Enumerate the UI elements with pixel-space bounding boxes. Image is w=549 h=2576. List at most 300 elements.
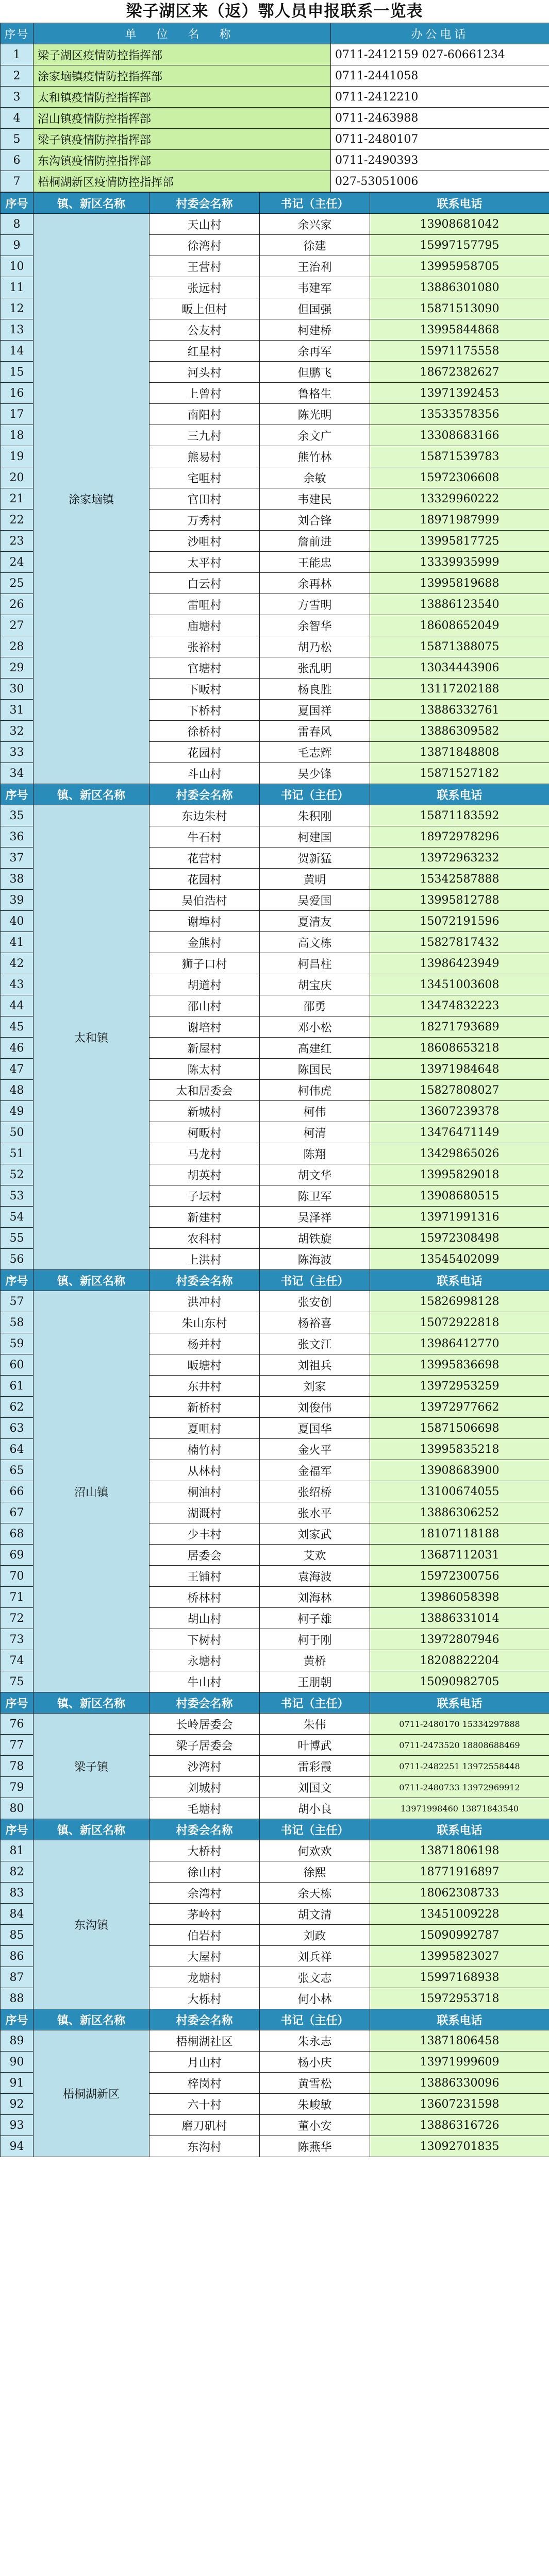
contact-phone: 18972978296 [370, 826, 549, 848]
village-name: 太和居委会 [149, 1080, 260, 1101]
row-seq: 79 [1, 1777, 34, 1798]
village-name: 大桥村 [149, 1840, 260, 1861]
row-seq: 86 [1, 1946, 34, 1967]
row-seq: 93 [1, 2115, 34, 2136]
secretary-name: 朱峻敏 [260, 2094, 370, 2115]
village-name: 东井村 [149, 1376, 260, 1397]
secretary-name: 杨裕喜 [260, 1312, 370, 1333]
contact-phone: 13908680515 [370, 1185, 549, 1207]
unit-name: 沼山镇疫情防控指挥部 [34, 108, 331, 129]
secretary-name: 王治利 [260, 256, 370, 277]
contact-phone: 13871806198 [370, 1840, 549, 1861]
contact-phone: 0711-2480170 15334297888 [370, 1714, 549, 1735]
section-header-row [1, 1270, 549, 1291]
secretary-name: 张文江 [260, 1333, 370, 1354]
village-name: 新屋村 [149, 1038, 260, 1059]
row-seq: 85 [1, 1925, 34, 1946]
contact-phone: 13986412770 [370, 1333, 549, 1354]
contact-phone: 15090982705 [370, 1671, 549, 1692]
contact-phone: 18771916897 [370, 1861, 549, 1883]
row-seq: 92 [1, 2094, 34, 2115]
row-seq: 88 [1, 1988, 34, 2009]
contact-phone: 18608652049 [370, 615, 549, 636]
secretary-name: 柯伟虎 [260, 1080, 370, 1101]
secretary-name: 刘祖兵 [260, 1354, 370, 1376]
village-name: 张远村 [149, 277, 260, 298]
row-seq: 15 [1, 362, 34, 383]
row-seq: 70 [1, 1566, 34, 1587]
village-table [0, 192, 549, 2157]
secretary-name: 余再林 [260, 573, 370, 594]
contact-phone: 18208822204 [370, 1650, 549, 1671]
contact-phone: 15972953718 [370, 1988, 549, 2009]
village-name: 陈太村 [149, 1059, 260, 1080]
village-name: 柯畈村 [149, 1122, 260, 1143]
section-header-row [1, 1692, 549, 1714]
secretary-name: 胡小良 [260, 1798, 370, 1819]
row-seq: 68 [1, 1523, 34, 1545]
village-name: 万秀村 [149, 510, 260, 531]
row-seq: 29 [1, 657, 34, 679]
contact-phone: 15871539783 [370, 446, 549, 467]
row-seq: 9 [1, 235, 34, 256]
contact-phone: 15072191596 [370, 911, 549, 932]
row-seq: 45 [1, 1016, 34, 1038]
secretary-name: 刘俊伟 [260, 1397, 370, 1418]
village-name: 官塘村 [149, 657, 260, 679]
secretary-name: 柯清 [260, 1122, 370, 1143]
secretary-name: 胡宝庆 [260, 974, 370, 995]
contact-phone: 13886316726 [370, 2115, 549, 2136]
village-name: 湖溉村 [149, 1502, 260, 1523]
village-name: 太平村 [149, 552, 260, 573]
row-seq: 37 [1, 848, 34, 869]
table-row [1, 87, 549, 108]
header-secretary: 书记（主任） [260, 1692, 370, 1714]
office-phone: 0711-2412159 027-60661234 [331, 44, 549, 65]
row-seq: 30 [1, 679, 34, 700]
secretary-name: 胡铁旋 [260, 1228, 370, 1249]
secretary-name: 金福军 [260, 1460, 370, 1481]
secretary-name: 柯昌柱 [260, 953, 370, 974]
contact-phone: 18107118188 [370, 1523, 549, 1545]
village-name: 马龙村 [149, 1143, 260, 1164]
secretary-name: 余智华 [260, 615, 370, 636]
contact-phone: 13886330096 [370, 2073, 549, 2094]
table-row [1, 129, 549, 150]
contact-phone: 18271793689 [370, 1016, 549, 1038]
row-seq: 66 [1, 1481, 34, 1502]
contact-phone: 13533578356 [370, 404, 549, 425]
village-name: 徐湾村 [149, 235, 260, 256]
village-name: 龙塘村 [149, 1967, 260, 1988]
header-village: 村委会名称 [149, 2009, 260, 2030]
header-secretary: 书记（主任） [260, 2009, 370, 2030]
row-seq: 53 [1, 1185, 34, 1207]
secretary-name: 柯伟 [260, 1101, 370, 1122]
header-phone: 联系电话 [370, 1270, 549, 1291]
unit-name: 太和镇疫情防控指挥部 [34, 87, 331, 108]
secretary-name: 胡乃松 [260, 636, 370, 657]
secretary-name: 刘合锋 [260, 510, 370, 531]
row-seq: 49 [1, 1101, 34, 1122]
header-town: 镇、新区名称 [34, 784, 149, 805]
contact-phone: 15072922818 [370, 1312, 549, 1333]
secretary-name: 但鹏飞 [260, 362, 370, 383]
secretary-name: 朱积刚 [260, 805, 370, 826]
village-name: 徐山村 [149, 1861, 260, 1883]
row-seq: 39 [1, 890, 34, 911]
row-seq: 19 [1, 446, 34, 467]
secretary-name: 柯建桥 [260, 319, 370, 341]
header-village: 村委会名称 [149, 1692, 260, 1714]
contact-phone: 15972300756 [370, 1566, 549, 1587]
secretary-name: 但国强 [260, 298, 370, 319]
row-seq: 87 [1, 1967, 34, 1988]
header-unit-name: 单 位 名 称 [34, 23, 331, 44]
village-name: 胡道村 [149, 974, 260, 995]
contact-phone: 15827808027 [370, 1080, 549, 1101]
contact-phone: 13972963232 [370, 848, 549, 869]
contact-phone: 13971998460 13871843540 [370, 1798, 549, 1819]
secretary-name: 王能忠 [260, 552, 370, 573]
village-name: 徐桥村 [149, 721, 260, 742]
contact-phone: 13986058398 [370, 1587, 549, 1608]
row-seq: 55 [1, 1228, 34, 1249]
row-seq: 83 [1, 1883, 34, 1904]
secretary-name: 张水平 [260, 1502, 370, 1523]
header-town: 镇、新区名称 [34, 193, 149, 214]
contact-phone: 15342587888 [370, 869, 549, 890]
section-header-row [1, 2009, 549, 2030]
row-seq: 21 [1, 488, 34, 510]
village-name: 张裕村 [149, 636, 260, 657]
village-name: 下树村 [149, 1629, 260, 1650]
village-name: 洪冲村 [149, 1291, 260, 1312]
village-name: 下桥村 [149, 700, 260, 721]
row-seq: 90 [1, 2052, 34, 2073]
header-seq: 序号 [1, 23, 34, 44]
row-seq: 31 [1, 700, 34, 721]
village-name: 东沟村 [149, 2136, 260, 2157]
header-village: 村委会名称 [149, 784, 260, 805]
secretary-name: 黄明 [260, 869, 370, 890]
secretary-name: 何欢欢 [260, 1840, 370, 1861]
row-seq: 67 [1, 1502, 34, 1523]
secretary-name: 高建红 [260, 1038, 370, 1059]
village-name: 梧桐湖社区 [149, 2030, 260, 2052]
secretary-name: 柯子雄 [260, 1608, 370, 1629]
village-name: 熊易村 [149, 446, 260, 467]
row-seq: 61 [1, 1376, 34, 1397]
contact-phone: 13995958705 [370, 256, 549, 277]
row-seq: 91 [1, 2073, 34, 2094]
row-seq: 10 [1, 256, 34, 277]
town-name: 梧桐湖新区 [34, 2030, 149, 2157]
contact-phone: 13308683166 [370, 425, 549, 446]
village-name: 花营村 [149, 848, 260, 869]
header-village: 村委会名称 [149, 1819, 260, 1840]
table-row [1, 805, 549, 826]
contact-phone: 13339935999 [370, 552, 549, 573]
table-row [1, 108, 549, 129]
secretary-name: 黄桥 [260, 1650, 370, 1671]
village-name: 畈塘村 [149, 1354, 260, 1376]
town-name: 太和镇 [34, 805, 149, 1270]
secretary-name: 徐建 [260, 235, 370, 256]
village-name: 白云村 [149, 573, 260, 594]
row-seq: 51 [1, 1143, 34, 1164]
row-seq: 81 [1, 1840, 34, 1861]
row-seq: 78 [1, 1756, 34, 1777]
secretary-name: 邵勇 [260, 995, 370, 1016]
secretary-name: 刘家 [260, 1376, 370, 1397]
header-secretary: 书记（主任） [260, 784, 370, 805]
village-name: 新建村 [149, 1207, 260, 1228]
table-row [1, 2030, 549, 2052]
contact-phone: 13871806458 [370, 2030, 549, 2052]
contact-phone: 15826998128 [370, 1291, 549, 1312]
row-seq: 63 [1, 1418, 34, 1439]
section-header-row [1, 1819, 549, 1840]
secretary-name: 余文广 [260, 425, 370, 446]
contact-phone: 13451003608 [370, 974, 549, 995]
contact-phone: 15871513090 [370, 298, 549, 319]
village-name: 王铺村 [149, 1566, 260, 1587]
village-name: 牛山村 [149, 1671, 260, 1692]
village-name: 毛塘村 [149, 1798, 260, 1819]
secretary-name: 邓小松 [260, 1016, 370, 1038]
contact-phone: 13886331014 [370, 1608, 549, 1629]
unit-name: 梧桐湖新区疫情防控指挥部 [34, 171, 331, 192]
contact-phone: 15871388075 [370, 636, 549, 657]
secretary-name: 张乱明 [260, 657, 370, 679]
contact-phone: 18971987999 [370, 510, 549, 531]
row-seq: 62 [1, 1397, 34, 1418]
table-row [1, 171, 549, 192]
village-name: 庙塘村 [149, 615, 260, 636]
table-row [1, 1291, 549, 1312]
secretary-name: 贺新猛 [260, 848, 370, 869]
contact-phone: 13886301080 [370, 277, 549, 298]
row-seq: 38 [1, 869, 34, 890]
row-seq: 59 [1, 1333, 34, 1354]
village-name: 谢培村 [149, 1016, 260, 1038]
row-seq: 23 [1, 531, 34, 552]
secretary-name: 毛志辉 [260, 742, 370, 763]
secretary-name: 夏国祥 [260, 700, 370, 721]
secretary-name: 陈国民 [260, 1059, 370, 1080]
header-secretary: 书记（主任） [260, 1819, 370, 1840]
row-seq: 33 [1, 742, 34, 763]
secretary-name: 熊竹林 [260, 446, 370, 467]
village-name: 天山村 [149, 214, 260, 235]
village-name: 邵山村 [149, 995, 260, 1016]
secretary-name: 夏国华 [260, 1418, 370, 1439]
village-name: 胡山村 [149, 1608, 260, 1629]
row-seq: 27 [1, 615, 34, 636]
header-phone: 联系电话 [370, 1692, 549, 1714]
secretary-name: 胡文清 [260, 1904, 370, 1925]
village-name: 长岭居委会 [149, 1714, 260, 1735]
row-seq: 2 [1, 65, 34, 87]
row-seq: 41 [1, 932, 34, 953]
row-seq: 69 [1, 1545, 34, 1566]
contact-phone: 13995844868 [370, 319, 549, 341]
secretary-name: 董小安 [260, 2115, 370, 2136]
village-name: 大屋村 [149, 1946, 260, 1967]
village-name: 农科村 [149, 1228, 260, 1249]
secretary-name: 艾欢 [260, 1545, 370, 1566]
secretary-name: 何小林 [260, 1988, 370, 2009]
row-seq: 47 [1, 1059, 34, 1080]
village-name: 牛石村 [149, 826, 260, 848]
contact-phone: 13886306252 [370, 1502, 549, 1523]
secretary-name: 陈燕华 [260, 2136, 370, 2157]
header-seq: 序号 [1, 2009, 34, 2030]
row-seq: 35 [1, 805, 34, 826]
row-seq: 22 [1, 510, 34, 531]
village-name: 夏咀村 [149, 1418, 260, 1439]
row-seq: 64 [1, 1439, 34, 1460]
contact-phone: 18672382627 [370, 362, 549, 383]
village-name: 畈上但村 [149, 298, 260, 319]
secretary-name: 雷春风 [260, 721, 370, 742]
header-secretary: 书记（主任） [260, 193, 370, 214]
village-name: 永塘村 [149, 1650, 260, 1671]
table-row [1, 44, 549, 65]
contact-phone: 13995817725 [370, 531, 549, 552]
row-seq: 65 [1, 1460, 34, 1481]
village-name: 斗山村 [149, 763, 260, 784]
row-seq: 6 [1, 150, 34, 171]
header-phone: 联系电话 [370, 784, 549, 805]
village-name: 子坛村 [149, 1185, 260, 1207]
village-name: 余湾村 [149, 1883, 260, 1904]
village-name: 上曾村 [149, 383, 260, 404]
row-seq: 42 [1, 953, 34, 974]
contact-phone: 13995829018 [370, 1164, 549, 1185]
header-phone: 联系电话 [370, 193, 549, 214]
secretary-name: 张文志 [260, 1967, 370, 1988]
village-name: 河头村 [149, 362, 260, 383]
secretary-name: 黄雪松 [260, 2073, 370, 2094]
row-seq: 40 [1, 911, 34, 932]
secretary-name: 王朋朝 [260, 1671, 370, 1692]
row-seq: 17 [1, 404, 34, 425]
contact-phone: 13476471149 [370, 1122, 549, 1143]
row-seq: 44 [1, 995, 34, 1016]
contact-phone: 13092701835 [370, 2136, 549, 2157]
secretary-name: 余兴家 [260, 214, 370, 235]
secretary-name: 雷彩霞 [260, 1756, 370, 1777]
village-name: 谢埠村 [149, 911, 260, 932]
secretary-name: 杨小庆 [260, 2052, 370, 2073]
secretary-name: 金火平 [260, 1439, 370, 1460]
secretary-name: 詹前进 [260, 531, 370, 552]
secretary-name: 韦建民 [260, 488, 370, 510]
contact-phone: 0711-2473520 18808688469 [370, 1735, 549, 1756]
row-seq: 24 [1, 552, 34, 573]
row-seq: 26 [1, 594, 34, 615]
contact-phone: 15827817432 [370, 932, 549, 953]
contact-phone: 13474832223 [370, 995, 549, 1016]
village-name: 南阳村 [149, 404, 260, 425]
row-seq: 13 [1, 319, 34, 341]
row-seq: 36 [1, 826, 34, 848]
contact-phone: 13995835218 [370, 1439, 549, 1460]
village-name: 桐油村 [149, 1481, 260, 1502]
header-office-phone: 办公电话 [331, 23, 549, 44]
secretary-name: 吴爱国 [260, 890, 370, 911]
contact-phone: 13995812788 [370, 890, 549, 911]
contact-phone: 15090992787 [370, 1925, 549, 1946]
row-seq: 25 [1, 573, 34, 594]
office-phone: 0711-2412210 [331, 87, 549, 108]
secretary-name: 余再军 [260, 341, 370, 362]
row-seq: 52 [1, 1164, 34, 1185]
secretary-name: 夏清友 [260, 911, 370, 932]
row-seq: 11 [1, 277, 34, 298]
village-name: 磨刀矶村 [149, 2115, 260, 2136]
row-seq: 34 [1, 763, 34, 784]
row-seq: 89 [1, 2030, 34, 2052]
village-name: 下畈村 [149, 679, 260, 700]
row-seq: 58 [1, 1312, 34, 1333]
header-phone: 联系电话 [370, 2009, 549, 2030]
row-seq: 46 [1, 1038, 34, 1059]
village-name: 梓岗村 [149, 2073, 260, 2094]
page-title: 梁子湖区来（返）鄂人员申报联系一览表 [126, 2, 423, 21]
contact-phone: 13607239378 [370, 1101, 549, 1122]
village-name: 桥林村 [149, 1587, 260, 1608]
row-seq: 71 [1, 1587, 34, 1608]
row-seq: 43 [1, 974, 34, 995]
contact-phone: 15871506698 [370, 1418, 549, 1439]
village-name: 胡英村 [149, 1164, 260, 1185]
contact-phone: 13971392453 [370, 383, 549, 404]
table-row [1, 1840, 549, 1861]
contact-phone: 13117202188 [370, 679, 549, 700]
header-seq: 序号 [1, 1819, 34, 1840]
contact-phone: 13986423949 [370, 953, 549, 974]
village-name: 大栎村 [149, 1988, 260, 2009]
header-seq: 序号 [1, 193, 34, 214]
town-name: 梁子镇 [34, 1714, 149, 1819]
office-phone: 0711-2441058 [331, 65, 549, 87]
village-name: 伯岩村 [149, 1925, 260, 1946]
secretary-name: 袁海波 [260, 1566, 370, 1587]
village-name: 王营村 [149, 256, 260, 277]
row-seq: 18 [1, 425, 34, 446]
row-seq: 82 [1, 1861, 34, 1883]
village-name: 上洪村 [149, 1249, 260, 1270]
row-seq: 3 [1, 87, 34, 108]
contact-phone: 15871183592 [370, 805, 549, 826]
village-name: 新城村 [149, 1101, 260, 1122]
header-town: 镇、新区名称 [34, 1270, 149, 1291]
contact-phone: 13886332761 [370, 700, 549, 721]
village-name: 沙咀村 [149, 531, 260, 552]
contact-phone: 13995823027 [370, 1946, 549, 1967]
village-name: 吴伯浩村 [149, 890, 260, 911]
header-seq: 序号 [1, 1692, 34, 1714]
village-name: 六十村 [149, 2094, 260, 2115]
secretary-name: 鲁格生 [260, 383, 370, 404]
village-name: 从林村 [149, 1460, 260, 1481]
unit-name: 涂家垴镇疫情防控指挥部 [34, 65, 331, 87]
contact-phone: 13545402099 [370, 1249, 549, 1270]
